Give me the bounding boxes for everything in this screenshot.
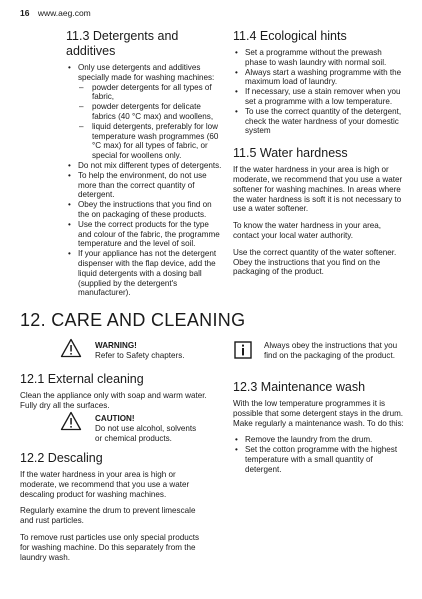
warning-label: WARNING! [95, 341, 137, 350]
detergents-list [66, 63, 224, 298]
list-item: • To help the environment, do not use more than the correct quantity of detergent. [66, 171, 224, 200]
website: www.aeg.com [37, 8, 91, 18]
section-title: 12.2 Descaling [20, 451, 103, 465]
list-item: • Set the cotton programme with the highest temperature with a small quantity of detergent. [233, 445, 405, 474]
ecological-hints-list [233, 48, 405, 136]
warning-text: Refer to Safety chapters. [95, 350, 185, 360]
section-11-4 [233, 29, 405, 284]
paragraph: If the water hardness in your area is high or moderate, we recommend that you use a water softener for washing machines. In areas where the water hardness is soft it is not necessary to use a water softener. [233, 165, 403, 214]
list-item: • Use the correct products for the type and colour of the fabric, the programme temperature and the level of soil. [66, 220, 224, 249]
maintenance-steps-list [233, 435, 405, 474]
caution-label: CAUTION! [95, 414, 135, 423]
section-title: 12.3 Maintenance wash [233, 380, 366, 394]
caution-triangle-icon [60, 411, 82, 436]
paragraph: Regularly examine the drum to prevent limescale and rust particles. [20, 506, 196, 526]
list-item: • Set a programme without the prewash phase to wash laundry with normal soil. [233, 48, 405, 68]
list-item: • Obey the instructions that you find on the on packaging of these products. [66, 200, 224, 220]
list-item: • Always start a washing programme with the maximum load of laundry. [233, 68, 405, 88]
list-item: • If necessary, use a stain remover when you set a programme with a low temperature. [233, 87, 405, 107]
paragraph: To remove rust particles use only special products for washing machine. Do this separately from the laundry wash. [20, 532, 200, 562]
section-title: 11.4 Ecological hints [233, 29, 347, 43]
list-item: • Remove the laundry from the drum. [233, 435, 405, 445]
section-title: 12.1 External cleaning [20, 372, 144, 386]
section-title: 11.5 Water hardness [233, 146, 348, 161]
list-item: • If your appliance has not the detergent dispenser with the flap device, add the liquid detergents with a dosing ball (supplied by the detergent's manufacturer). [66, 249, 224, 298]
warning-triangle-icon [60, 338, 82, 363]
sub-item: – powder detergents for all types of fabric, [78, 83, 224, 103]
warning-note [95, 341, 215, 361]
paragraph: Clean the appliance only with soap and warm water. Fully dry all the surfaces. [20, 391, 207, 410]
sub-item: – liquid detergents, preferably for low temperature wash programmes (60 °C max) for all types of fabric, or special for woollens only. [78, 122, 224, 161]
list-item: • To use the correct quantity of the detergent, check the water hardness of your domestic system [233, 107, 405, 136]
caution-text: Do not use alcohol, solvents or chemical products. [95, 423, 197, 443]
paragraph: To know the water hardness in your area, contact your local water authority. [233, 221, 382, 240]
sub-list [78, 83, 224, 161]
section-title: 11.3 Detergents and additives [66, 29, 179, 58]
sub-item: – powder detergents for delicate fabrics (40 °C max) and woollens, [78, 102, 224, 122]
section-12-2 [20, 451, 208, 569]
info-icon [234, 341, 252, 364]
paragraph: Use the correct quantity of the water softener. Obey the instructions that you find on the packaging of the product. [233, 247, 397, 277]
page-header [20, 8, 91, 18]
chapter-title: 12. CARE AND CLEANING [20, 310, 246, 330]
page-number: 16 [20, 8, 30, 18]
section-12-1 [20, 372, 208, 418]
section-11-3 [66, 29, 224, 298]
section-12-3 [233, 380, 405, 475]
list-item: • Only use detergents and additives specially made for washing machines: – powder detergents for all types of fabric, – powder detergents for delicate fabrics (40 °C max) and woollens, – liquid detergents, preferably for low temperature wash programmes (60 °C max) for all types of fabric, or special for woollens only. [66, 63, 224, 161]
paragraph: With the low temperature programmes it is possible that some detergent stays in the drum. Make regularly a maintenance wash. To do this: [233, 399, 404, 428]
list-item: • Do not mix different types of detergents. [66, 161, 224, 171]
caution-note [95, 414, 205, 443]
paragraph: If the water hardness in your area is high or moderate, we recommend that you use a water descaling product for washing machines. [20, 470, 190, 499]
info-note: Always obey the instructions that you find on the packaging of the product. [264, 341, 398, 360]
